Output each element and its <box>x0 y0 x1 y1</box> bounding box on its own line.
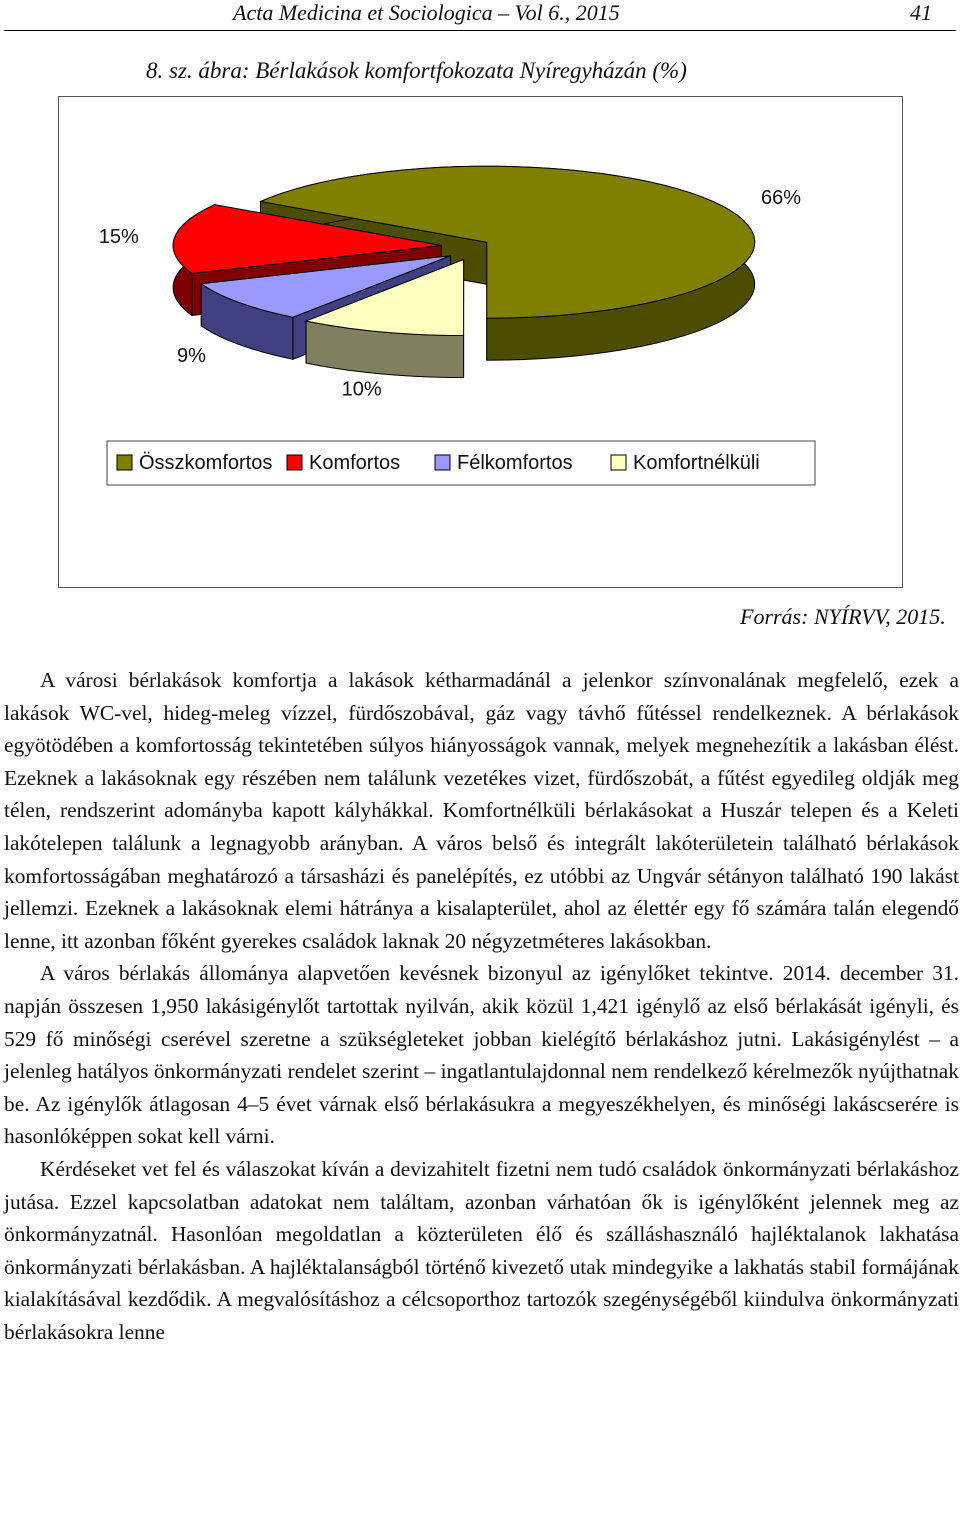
header-rule <box>4 30 956 31</box>
paragraph: A városi bérlakások komfortja a lakások kétharmadánál a jelenkor színvonalának megfelelő, ezek a lakások WC-vel, hideg-meleg vízzel, fürdőszobával, gáz vagy távhő fűtéssel rendelkeznek. A bérlakások egyötödében a komfortosság tekintetében súlyos hiányosságok vannak, melyek megnehezítik a lakásban élést. Ezeknek a lakásoknak egy részében nem találunk vezetékes vizet, fürdőszobát, a fűtést egyedileg oldják meg télen, rendszerint adományba kapott kályhákkal. Komfortnélküli bérlakásokat a Huszár telepen és a Keleti lakótelepen találunk a legnagyobb arányban. A város belső és integrált lakóterületein található bérlakások komfortosságában meghatározó a társasházi és panelépítés, ez utóbbi az Ungvár sétányon található 190 lakást jellemzi. Ezeknek a lakásoknak elemi hátránya a kisalapterület, ahol az élettér egy fő számára talán elegendő lenne, itt azonban főként gyerekes családok laknak 20 négyzetméteres lakásokban. <box>4 668 959 953</box>
journal-title: Acta Medicina et Sociologica – Vol 6., 2015 <box>233 0 620 25</box>
paragraph: A város bérlakás állománya alapvetően kevésnek bizonyul az igénylőket tekintve. 2014. december 31. napján összesen 1,950 lakásigénylőt tartottak nyilván, akik közül 1,421 igénylő az első bérlakását igényli, és 529 fő minőségi cserével szeretne a szükségleteket jobban kielégítő bérlakáshoz jutni. Lakásigénylést – a jelenleg hatályos önkormányzati rendelet szerint – ingatlantulajdonnal nem rendelkező kérelmezők nyújthatnak be. Az igénylők átlagosan 4–5 évet várnak első bérlakásukra a megyeszékhelyen, és minőségi lakáscserére is hasonlóképpen sokat kell várni. <box>4 961 959 1149</box>
figure-source: Forrás: NYÍRVV, 2015. <box>740 604 946 629</box>
paragraph: Kérdéseket vet fel és válaszokat kíván a devizahitelt fizetni nem tudó családok önkormányzati bérlakáshoz jutása. Ezzel kapcsolatban adatokat nem találtam, azonban várhatóan ők is igénylőként jelennek meg az önkormányzatnál. Hasonlóan megoldatlan a közterületen élő és szálláshasználó hajléktalanok lakhatása önkormányzati bérlakásban. A hajléktalanságból történő kivezető utak mindegyike a lakhatás stabil formájának kialakításával kezdődik. A megvalósításhoz a célcsoporthoz tartozók szegénységéből kiindulva önkormányzati bérlakásokra lenne <box>4 1156 959 1344</box>
data-label-felkomfortos: 9% <box>177 344 206 367</box>
legend-label: Összkomfortos <box>139 452 273 474</box>
legend <box>107 441 815 485</box>
data-label-osszkomfortos: 66% <box>760 186 802 209</box>
pie-layer <box>173 166 755 377</box>
legend-swatch <box>611 455 626 470</box>
data-label-komfortos: 15% <box>98 225 139 248</box>
legend-item-osszkomfortos <box>117 452 272 474</box>
legend-swatch <box>435 455 450 470</box>
page-header <box>0 0 960 30</box>
body-text <box>4 664 959 1348</box>
legend-label: Komfortos <box>309 452 401 474</box>
page-number: 41 <box>910 0 932 25</box>
figure-title: 8. sz. ábra: Bérlakások komfortfokozata Nyíregyházán (%) <box>146 58 687 83</box>
legend-item-komfortnelkuli <box>611 452 760 474</box>
legend-label: Félkomfortos <box>457 452 573 474</box>
legend-swatch <box>287 455 302 470</box>
legend-label: Komfortnélküli <box>633 452 760 474</box>
data-label-komfortnelkuli: 10% <box>341 378 382 401</box>
chart-frame <box>58 96 903 588</box>
legend-swatch <box>117 455 132 470</box>
pie-chart <box>59 97 902 587</box>
